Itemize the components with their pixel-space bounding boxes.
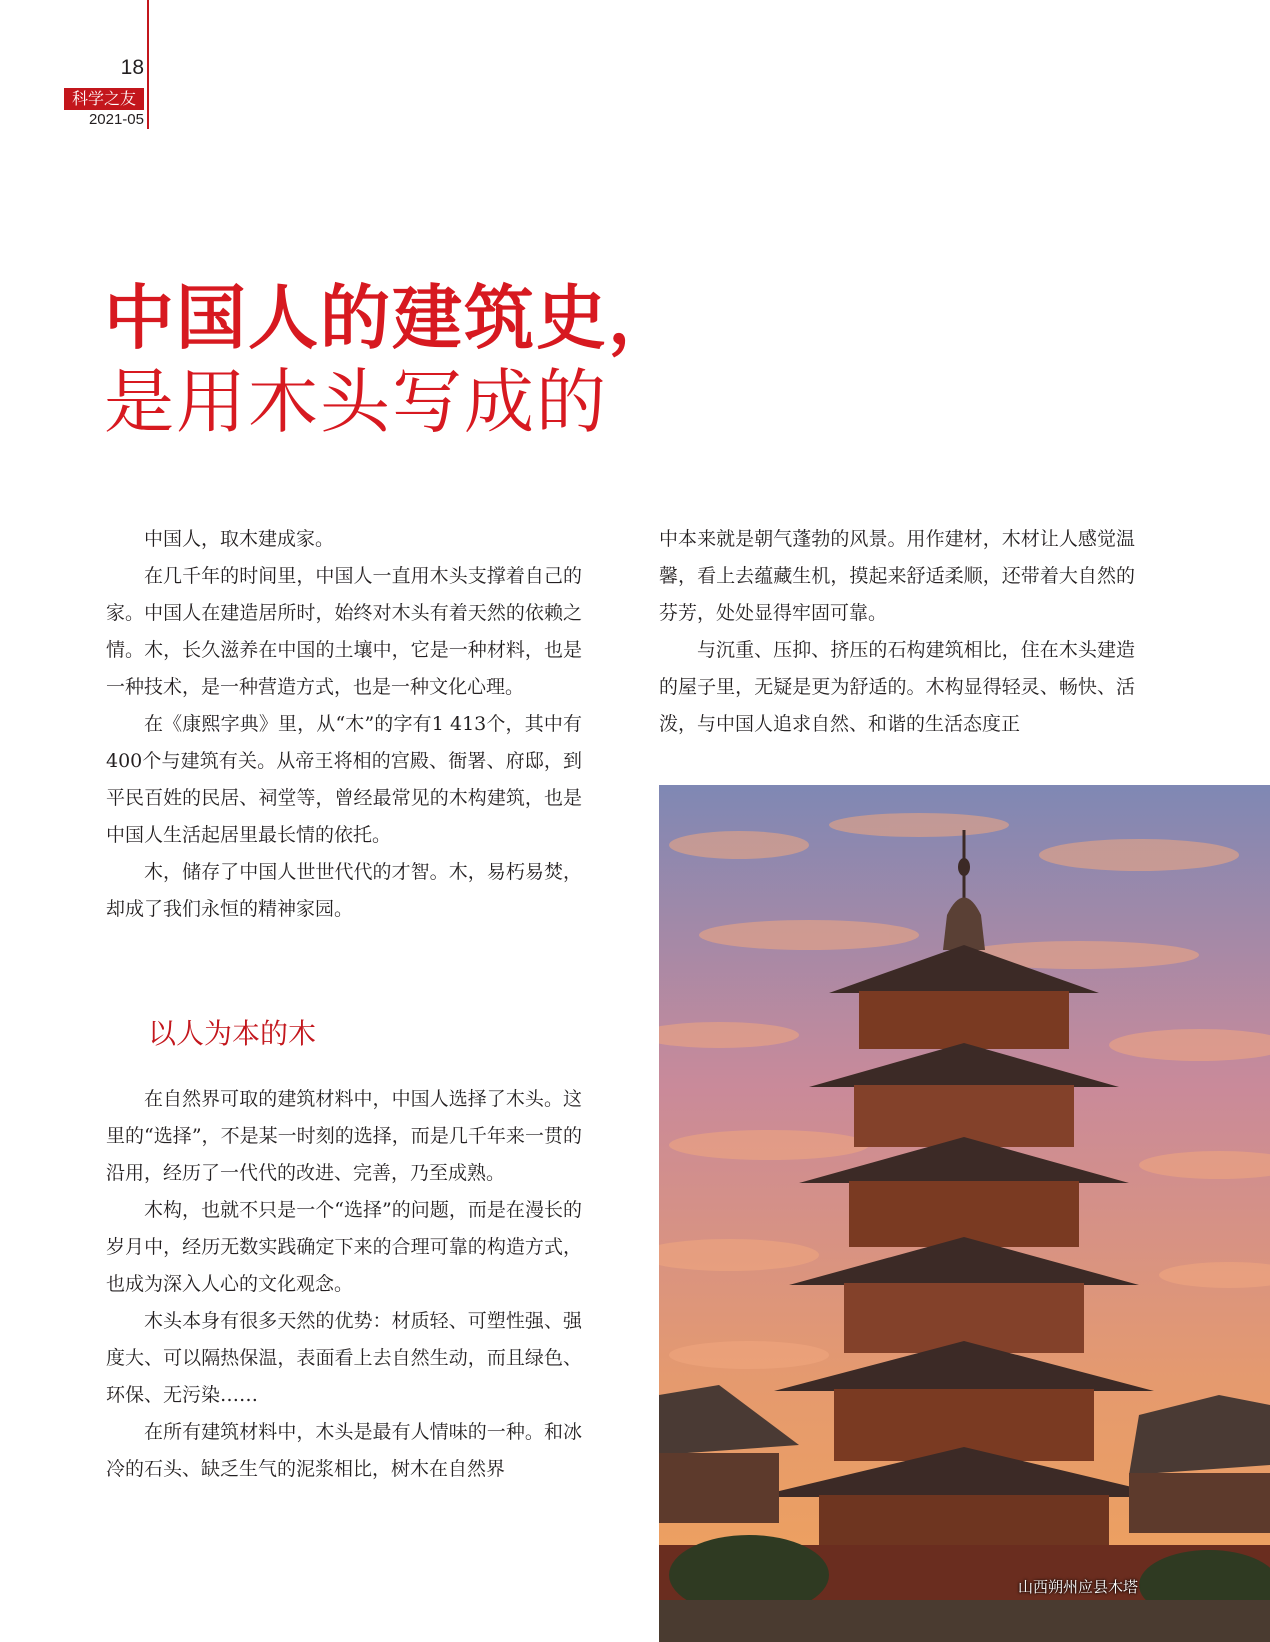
section-heading: 以人为本的木 (148, 1017, 317, 1050)
left-column-intro (106, 521, 582, 928)
paragraph: 在《康熙字典》里，从“木”的字有1 413个，其中有400个与建筑有关。从帝王将相的宫殿、衙署、府邸，到平民百姓的民居、祠堂等，曾经最常见的木构建筑，也是中国人生活起居里最长情的依托。 (106, 713, 582, 846)
paragraph: 木头本身有很多天然的优势：材质轻、可塑性强、强度大、可以隔热保温，表面看上去自然生动，而且绿色、环保、无污染…… (106, 1310, 582, 1406)
header-rule (147, 0, 149, 129)
article-title-line2: 是用木头写成的 (104, 361, 608, 443)
photo-caption: 山西朔州应县木塔 (1017, 1578, 1138, 1596)
magazine-name-badge: 科学之友 (64, 88, 144, 110)
pagoda-illustration (659, 785, 1270, 1642)
issue-date: 2021-05 (88, 111, 144, 128)
paragraph: 木，储存了中国人世世代代的才智。木，易朽易焚，却成了我们永恒的精神家园。 (106, 861, 582, 920)
ground (659, 1600, 1270, 1642)
left-column-section (106, 1081, 582, 1488)
paragraph: 在所有建筑材料中，木头是最有人情味的一种。和冰冷的石头、缺乏生气的泥浆相比，树木在自然界 (106, 1421, 582, 1480)
pagoda-photo (659, 785, 1270, 1642)
paragraph: 木构，也就不只是一个“选择”的问题，而是在漫长的岁月中，经历无数实践确定下来的合理可靠的构造方式，也成为深入人心的文化观念。 (106, 1199, 582, 1295)
paragraph: 在自然界可取的建筑材料中，中国人选择了木头。这里的“选择”，不是某一时刻的选择，而是几千年来一贯的沿用，经历了一代代的改进、完善，乃至成熟。 (106, 1088, 582, 1184)
article-title-line1: 中国人的建筑史， (104, 277, 680, 359)
paragraph: 中本来就是朝气蓬勃的风景。用作建材，木材让人感觉温馨，看上去蕴藏生机，摸起来舒适柔顺，还带着大自然的芬芳，处处显得牢固可靠。 (659, 528, 1135, 624)
paragraph: 与沉重、压抑、挤压的石构建筑相比，住在木头建造的屋子里，无疑是更为舒适的。木构显得轻灵、畅快、活泼，与中国人追求自然、和谐的生活态度正 (659, 639, 1135, 735)
paragraph: 中国人，取木建成家。 (144, 528, 335, 550)
right-column-text (659, 521, 1135, 743)
page-number: 18 (120, 56, 144, 79)
paragraph: 在几千年的时间里，中国人一直用木头支撑着自己的家。中国人在建造居所时，始终对木头有着天然的依赖之情。木，长久滋养在中国的土壤中，它是一种材料，也是一种技术，是一种营造方式，也是一种文化心理。 (106, 565, 582, 698)
